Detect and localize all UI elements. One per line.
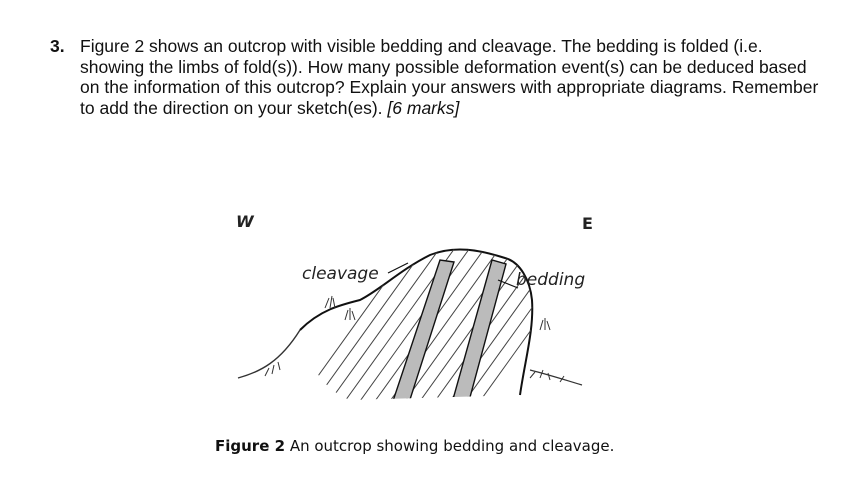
ground-right [530, 370, 582, 385]
caption-text: An outcrop showing bedding and cleavage. [289, 437, 615, 455]
question-body [80, 36, 820, 118]
west-label: W [236, 212, 254, 231]
east-label: E [582, 214, 593, 233]
figure-caption [215, 437, 614, 455]
bedding-label: bedding [516, 270, 586, 290]
question-text: Figure 2 shows an outcrop with visible bedding and cleavage. The bedding is folded (i.e. showing the limbs of fold(s)). How many possible deformation event(s) can be deduced based on the information of this outcrop? Explain your answers with appropriate diagrams. Remember to add the direction on your sketch(es). [80, 36, 819, 118]
cleavage-label: cleavage [302, 264, 379, 284]
cleavage-pointer [388, 263, 408, 273]
question-marks: [6 marks] [387, 97, 460, 118]
caption-label: Figure 2 [215, 437, 286, 455]
outcrop-sketch [230, 200, 630, 415]
ground-line [238, 330, 300, 378]
outcrop-figure [230, 200, 630, 415]
question-3 [50, 36, 820, 118]
question-number: 3. [50, 36, 65, 56]
